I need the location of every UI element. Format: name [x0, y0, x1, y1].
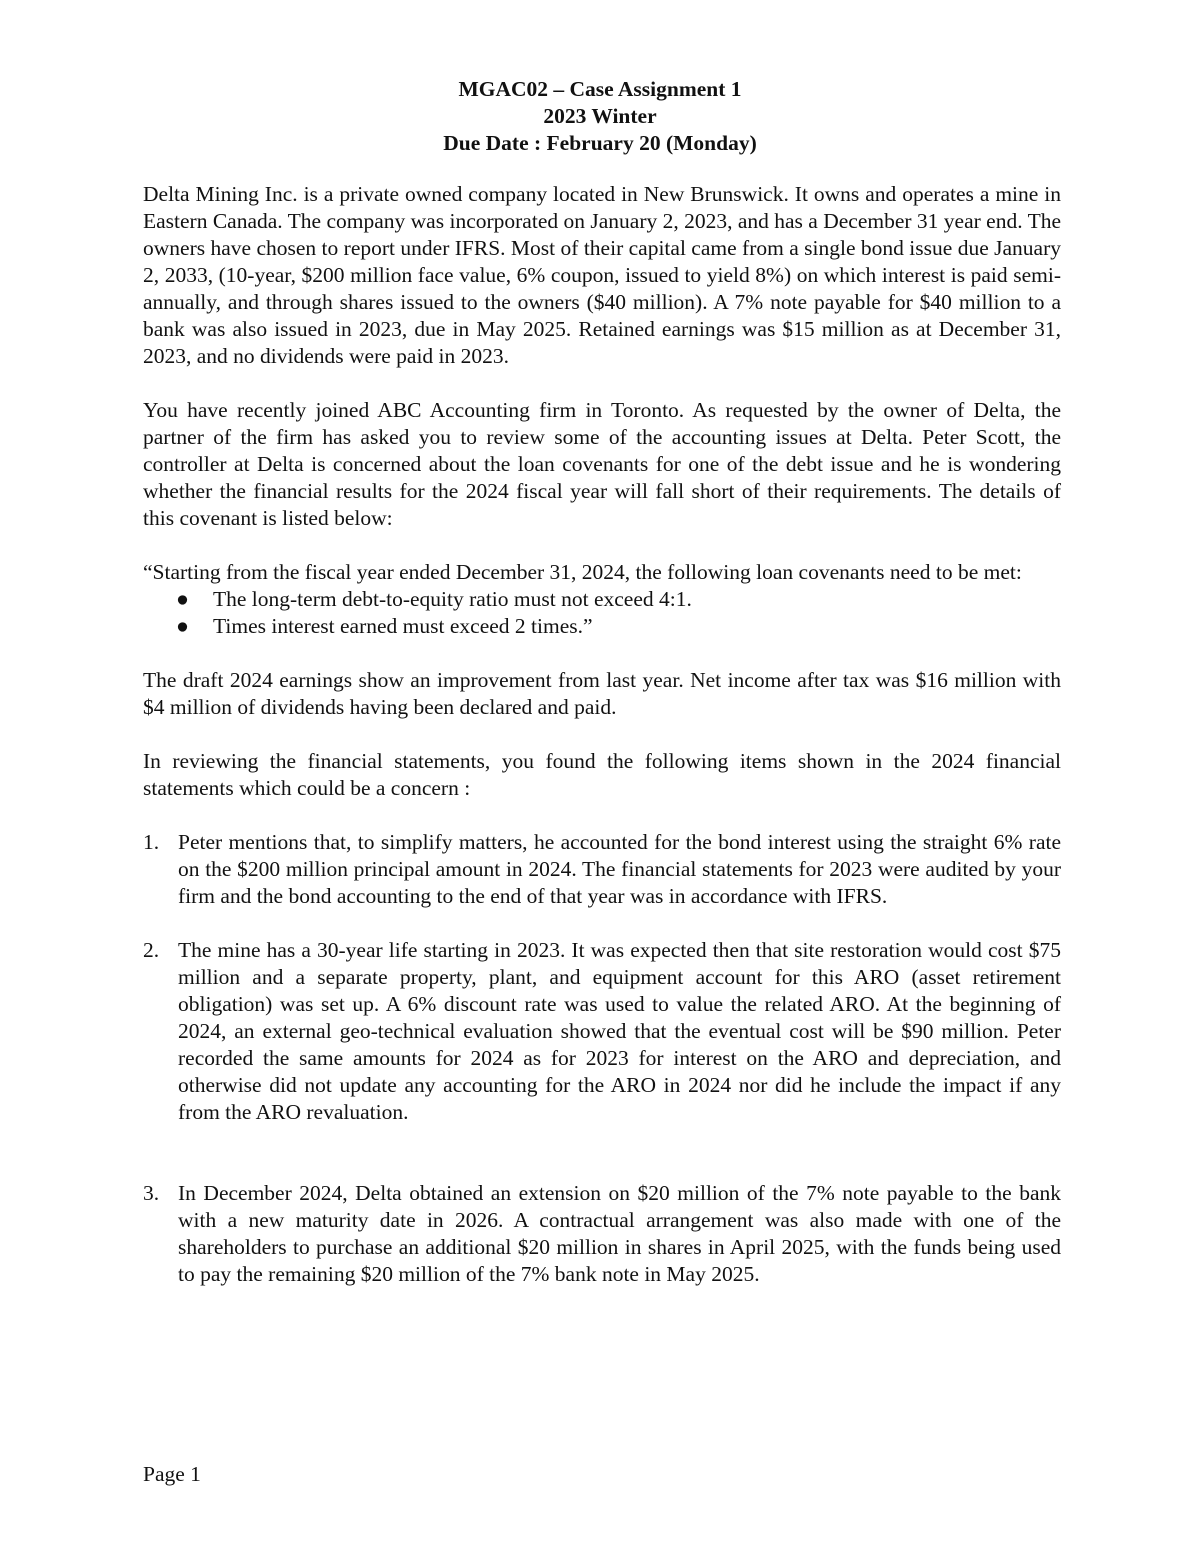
- issue-number: 1.: [143, 830, 160, 854]
- issue-text: In December 2024, Delta obtained an extension on $20 million of the 7% note payable to the bank with a new maturity date in 2026. A contractual arrangement was also made with one of the shareholders to purchase an additional $20 million in shares in April 2025, with the funds being used to pay the remaining $20 million of the 7% bank note in May 2025.: [178, 1181, 1061, 1286]
- issue-text: Peter mentions that, to simplify matters, he accounted for the bond interest using the straight 6% rate on the $200 million principal amount in 2024. The financial statements for 2023 were audited by your firm and the bond accounting to the end of that year was in accordance with IFRS.: [178, 830, 1061, 908]
- covenant-item: [143, 613, 1061, 640]
- engagement-paragraph: You have recently joined ABC Accounting firm in Toronto. As requested by the owner of Delta, the partner of the firm has asked you to review some of the accounting issues at Delta. Peter Scott, the controller at Delta is concerned about the loan covenants for one of the debt issue and he is wondering whether the financial results for the 2024 fiscal year will fall short of their requirements. The details of this covenant is listed below:: [143, 398, 1061, 530]
- issue-text: The mine has a 30-year life starting in 2023. It was expected then that site restoration would cost $75 million and a separate property, plant, and equipment account for this ARO (asset retirement obligation) was set up. A 6% discount rate was used to value the related ARO. At the beginning of 2024, an external geo-technical evaluation showed that the eventual cost will be $90 million. Peter recorded the same amounts for 2024 as for 2023 for interest on the ARO and depreciation, and otherwise did not update any accounting for the ARO in 2024 nor did he include the impact if any from the ARO revaluation.: [178, 938, 1061, 1124]
- review-intro-paragraph: In reviewing the financial statements, you found the following items shown in the 2024 financial statements which could be a concern :: [143, 749, 1061, 800]
- issue-list: [143, 829, 1061, 1288]
- draft-earnings-paragraph: The draft 2024 earnings show an improvement from last year. Net income after tax was $16 million with $4 million of dividends having been declared and paid.: [143, 668, 1061, 719]
- covenant-lead-paragraph: “Starting from the fiscal year ended December 31, 2024, the following loan covenants need to be met:: [143, 560, 1022, 584]
- intro-paragraph: Delta Mining Inc. is a private owned company located in New Brunswick. It owns and operates a mine in Eastern Canada. The company was incorporated on January 2, 2023, and has a December 31 year end. The owners have chosen to report under IFRS. Most of their capital came from a single bond issue due January 2, 2033, (10-year, $200 million face value, 6% coupon, issued to yield 8%) on which interest is paid semi- annually, and through shares issued to the owners ($40 million). A 7% note payable for $40 million to a bank was also issued in 2023, due in May 2025. Retained earnings was $15 million as at December 31, 2023, and no dividends were paid in 2023.: [143, 182, 1062, 368]
- issue-item: [143, 829, 1061, 910]
- page-number: Page 1: [143, 1462, 201, 1486]
- issue-number: 2.: [143, 938, 160, 962]
- covenant-text: The long-term debt-to-equity ratio must not exceed 4:1.: [213, 587, 692, 611]
- covenant-item: [143, 586, 1061, 613]
- covenant-list: [143, 586, 1061, 640]
- document-header: [0, 76, 1200, 157]
- issue-item: [143, 937, 1061, 1126]
- document-term: 2023 Winter: [543, 104, 657, 128]
- bullet-icon: ●: [176, 587, 189, 611]
- bullet-icon: ●: [176, 614, 189, 638]
- issue-item: [143, 1180, 1061, 1288]
- document-title: MGAC02 – Case Assignment 1: [458, 77, 742, 101]
- document-due-date: Due Date : February 20 (Monday): [443, 131, 757, 155]
- issue-number: 3.: [143, 1181, 160, 1205]
- document-body: [143, 181, 1061, 1315]
- covenant-text: Times interest earned must exceed 2 times.”: [213, 614, 593, 638]
